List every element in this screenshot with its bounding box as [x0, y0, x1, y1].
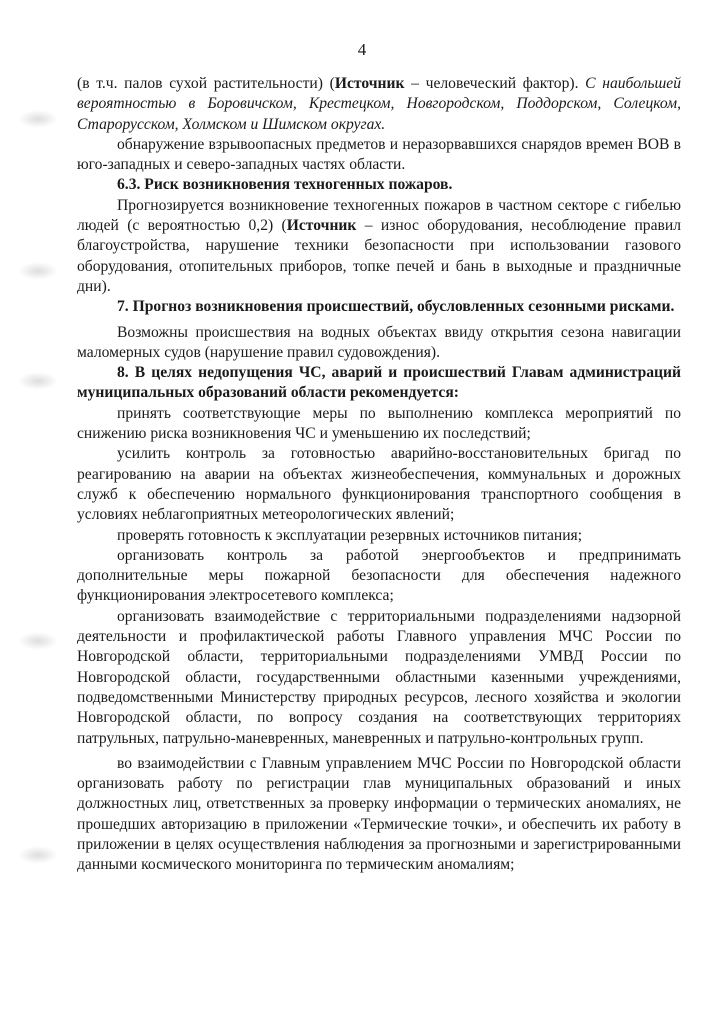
scan-mark: [18, 372, 58, 390]
paragraph-water-incidents: Возможны происшествия на водных объектах ввиду открытия сезона навигации маломерных судов (нарушение правил судовождения).: [77, 323, 681, 361]
text-run: – человеческий фактор).: [404, 75, 586, 92]
document-body: [77, 74, 681, 876]
list-item: усилить контроль за готовностью аварийно-восстановительных бригад по реагированию на аварии на объектах жизнеобеспечения, коммунальных и дорожных служб к обеспечению нормального функционирования транспортного сообщения в условиях неблагоприятных метеорологических явлений;: [77, 445, 681, 524]
page-number: 4: [357, 40, 367, 59]
source-label: Источник: [286, 217, 357, 235]
paragraph-fires-source: [77, 74, 681, 135]
list-item: во взаимодействии с Главным управлением МЧС России по Новгородской области организовать работу по регистрации глав муниципальных образований и иных должностных лиц, ответственных за проверку информации о термических аномалиях, не прошедших авторизацию в приложении «Термические точки», и обеспечить их работу в приложении в целях осуществления наблюдения за прогнозными и зарегистрированными данными космического мониторинга по термическим аномалиям;: [77, 754, 681, 874]
list-item: организовать контроль за работой энергообъектов и предпринимать дополнительные меры пожарной безопасности для обеспечения надежного функционирования электросетевого комплекса;: [77, 546, 681, 605]
heading-8: 8. В целях недопущения ЧС, аварий и происшествий Главам администраций муниципальных образований области рекомендуется:: [77, 364, 681, 402]
text-run: (в т.ч. палов сухой растительности) (: [77, 75, 335, 92]
scan-mark: [18, 846, 58, 864]
scan-mark: [18, 262, 58, 280]
heading-7: 7. Прогноз возникновения происшествий, обусловленных сезонными рисками.: [117, 298, 675, 316]
scan-mark: [18, 632, 58, 650]
paragraph-technogenic-fires: [77, 196, 681, 297]
source-label: Источник: [334, 75, 405, 92]
list-item: принять соответствующие меры по выполнению комплекса мероприятий по снижению риска возникновения ЧС и уменьшению их последствий;: [77, 404, 681, 443]
list-item: проверять готовность к эксплуатации резервных источников питания;: [117, 526, 583, 544]
text-run: – износ оборудования, несоблюдение правил благоустройства, нарушение техники безопасности при использовании газового оборудования, отопительных приборов, топке печей и бань в выходные и праздничные дни).: [77, 217, 681, 295]
scan-mark: [18, 110, 58, 128]
list-item: организовать взаимодействие с территориальными подразделениями надзорной деятельности и профилактической работы Главного управления МЧС России по Новгородской области, территориальными подразделениями УМВД России по Новгородской области, государственными областными казенными учреждениями, подведомственными Министерству природных ресурсов, лесного хозяйства и экологии Новгородской области, по вопросу создания на соответствующих территориях патрульных, патрульно-маневренных, маневренных и патрульно-контрольных групп.: [77, 607, 681, 747]
districts-italic: С наибольшей вероятностью в Боровичском, Крестецком, Новгородском, Поддорском, Солецком, Старорусском, Холмском и Шимском округах.: [77, 75, 681, 133]
paragraph-explosives: обнаружение взрывоопасных предметов и неразорвавшихся снарядов времен ВОВ в юго-западных и северо-западных частях области.: [77, 135, 681, 174]
text-run: Прогнозируется возникновение техногенных пожаров в частном секторе с гибелью людей (с вероятностью 0,2) (: [77, 196, 681, 235]
heading-6-3: 6.3. Риск возникновения техногенных пожаров.: [117, 176, 453, 194]
